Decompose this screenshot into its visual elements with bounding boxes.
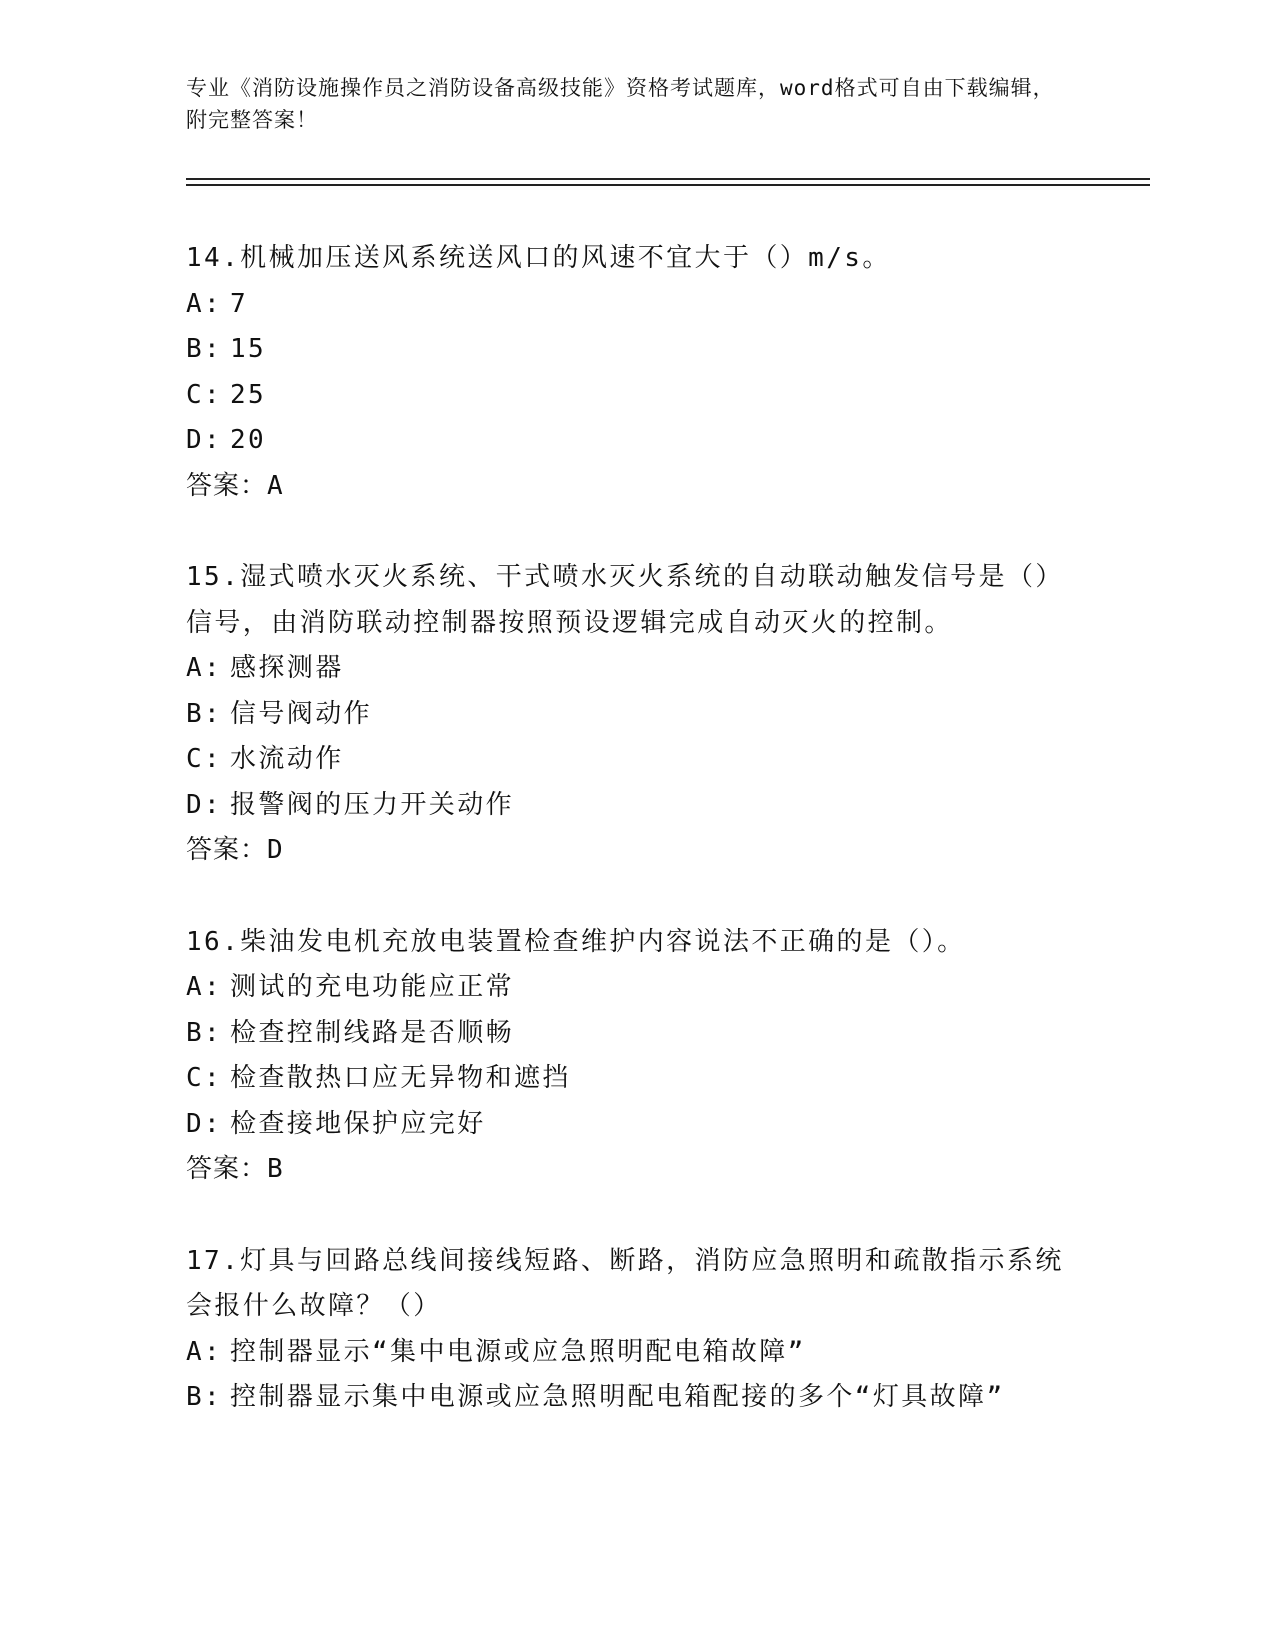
option-letter: B: [186, 1017, 223, 1048]
option-text: 感探测器 [230, 653, 344, 683]
option-letter: C: [186, 379, 223, 410]
answer-line [186, 828, 1086, 874]
option-a [186, 965, 1086, 1011]
option-text: 20 [230, 425, 267, 455]
option-letter: D: [186, 425, 223, 455]
option-d [186, 1102, 1086, 1148]
question-15 [186, 555, 1086, 874]
option-letter: A: [186, 653, 223, 683]
option-text: 报警阀的压力开关动作 [230, 789, 515, 820]
option-text: 控制器显示集中电源或应急照明配电箱配接的多个“灯具故障” [230, 1382, 1005, 1412]
question-17 [186, 1239, 1086, 1421]
option-letter: C: [186, 744, 223, 774]
option-text: 25 [230, 379, 267, 410]
option-text: 检查控制线路是否顺畅 [230, 1017, 515, 1048]
option-letter: A: [186, 1336, 223, 1367]
option-b [186, 1375, 1086, 1421]
option-letter: B: [186, 698, 223, 729]
document-header: 专业《消防设施操作员之消防设备高级技能》资格考试题库，word格式可自由下载编辑，附完整答案！ [186, 76, 1055, 132]
option-a [186, 1330, 1086, 1376]
option-letter: D: [186, 1108, 223, 1139]
option-d [186, 418, 1086, 464]
option-text: 7 [230, 288, 249, 319]
option-letter: B: [186, 334, 223, 364]
option-d [186, 783, 1086, 829]
question-stem: 15.湿式喷水灭火系统、干式喷水灭火系统的自动联动触发信号是（）信号，由消防联动控制器按照预设逻辑完成自动灭火的控制。 [186, 562, 1064, 638]
question-list [186, 236, 1086, 1467]
question-stem: 14.机械加压送风系统送风口的风速不宜大于（）m/s。 [186, 243, 891, 273]
header-divider-bottom [186, 184, 1150, 186]
option-text: 15 [230, 334, 267, 364]
answer-label: 答案： [186, 835, 268, 865]
option-c [186, 373, 1086, 419]
question-14 [186, 236, 1086, 509]
answer-value: A [267, 470, 286, 501]
option-text: 信号阀动作 [230, 698, 373, 729]
option-text: 测试的充电功能应正常 [230, 972, 515, 1002]
answer-value: D [267, 835, 286, 865]
option-c [186, 1056, 1086, 1102]
question-16 [186, 920, 1086, 1193]
option-b [186, 692, 1086, 738]
option-letter: A: [186, 288, 223, 319]
option-text: 检查接地保护应完好 [230, 1108, 486, 1139]
header-divider-top [186, 178, 1150, 180]
answer-label: 答案： [186, 470, 268, 501]
option-text: 水流动作 [230, 744, 344, 774]
option-letter: B: [186, 1382, 223, 1412]
option-a [186, 282, 1086, 328]
option-letter: A: [186, 972, 223, 1002]
option-text: 检查散热口应无异物和遮挡 [230, 1063, 571, 1093]
option-b [186, 1011, 1086, 1057]
question-stem: 16.柴油发电机充放电装置检查维护内容说法不正确的是（）。 [186, 926, 966, 957]
answer-line [186, 1147, 1086, 1193]
option-text: 控制器显示“集中电源或应急照明配电箱故障” [230, 1336, 806, 1367]
answer-label: 答案： [186, 1154, 268, 1184]
option-letter: D: [186, 789, 223, 820]
option-c [186, 737, 1086, 783]
answer-line [186, 464, 1086, 510]
option-letter: C: [186, 1063, 223, 1093]
option-b [186, 327, 1086, 373]
answer-value: B [267, 1154, 286, 1184]
question-stem: 17.灯具与回路总线间接线短路、断路，消防应急照明和疏散指示系统会报什么故障？（） [186, 1245, 1064, 1321]
option-a [186, 646, 1086, 692]
